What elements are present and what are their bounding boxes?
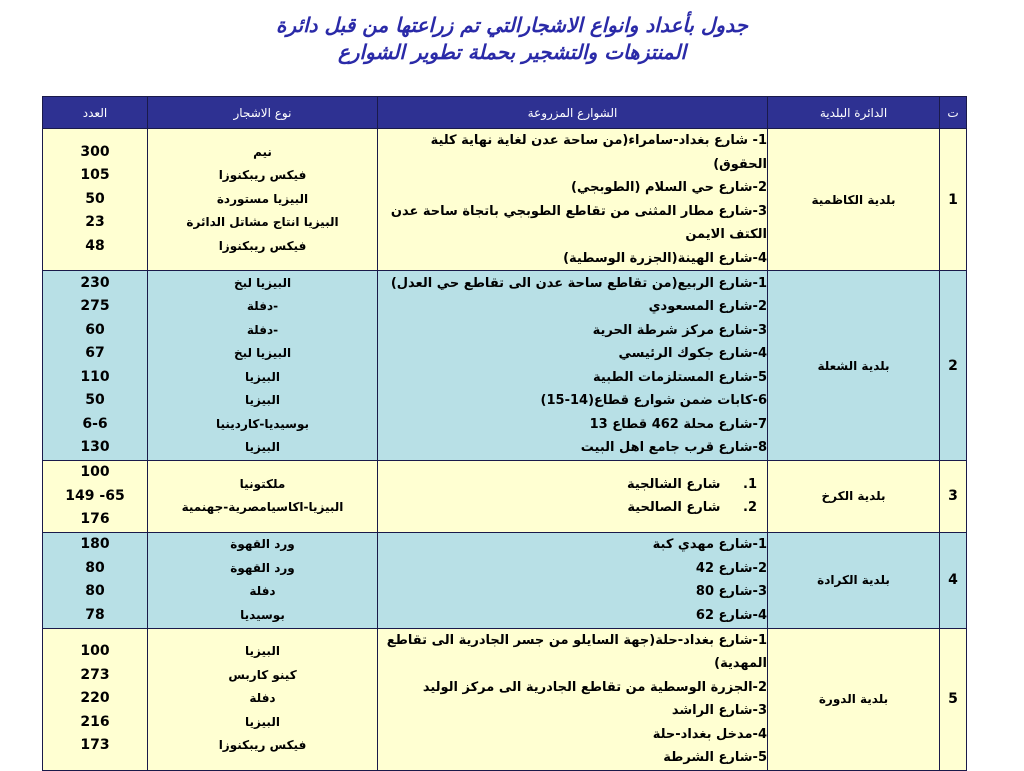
tree-line: البيزيا-اكاسيامصرية-جهنمية (181, 500, 344, 515)
table-row (43, 271, 967, 461)
tree-line: البيزيا (245, 644, 280, 659)
count-line: 300 (80, 143, 110, 160)
count-line: 105 (80, 167, 110, 184)
trees-cell (148, 628, 378, 770)
count-line: 130 (80, 439, 110, 455)
count-line: 65- 149 (65, 487, 125, 504)
municipality-cell: بلدية الشعلة (768, 271, 940, 461)
row-number: 1 (940, 129, 967, 271)
street-line: 3-شارع مركز شرطة الحرية (592, 322, 767, 338)
count-line: 173 (80, 737, 110, 754)
count-line: 23 (85, 214, 105, 231)
trees-cell (148, 271, 378, 461)
row-number: 2 (940, 271, 967, 461)
page-title (0, 12, 1024, 66)
table-row (43, 532, 967, 628)
street-line: 3-شارع 80 (695, 584, 767, 599)
street-line: 4-شارع الهينة(الجزرة الوسطية) (563, 250, 767, 266)
tree-line: -دفلة (246, 299, 279, 313)
title-line-2: المنتزهات والتشجير بحملة تطوير الشوارع (337, 40, 687, 64)
trees-cell (148, 532, 378, 628)
tree-line: -دفلة (246, 322, 279, 337)
tree-line: البيزيا (245, 714, 280, 729)
header-trees: نوع الاشجار (148, 97, 378, 129)
tree-line: دفلة (249, 584, 276, 598)
count-cell (43, 271, 148, 461)
count-line: 50 (85, 392, 105, 408)
street-line: 4-شارع جكوك الرئيسي (618, 346, 767, 361)
street-line: 3-شارع الراشد (671, 703, 767, 718)
street-line: 5-شارع الشرطة (663, 750, 767, 765)
street-line: 2-شارع 42 (695, 560, 767, 576)
tree-line: دفلة (249, 691, 276, 706)
row-number: 5 (940, 628, 967, 770)
street-line: 1-شارع مهدي كبة (652, 537, 767, 552)
title-line-1: جدول بأعداد وانواع الاشجارالتي تم زراعتها من قبل دائرة (276, 13, 748, 37)
count-cell (43, 628, 148, 770)
count-line: 78 (85, 606, 105, 623)
trees-table (42, 96, 967, 771)
count-cell (43, 461, 148, 533)
count-line: 275 (80, 298, 110, 314)
header-municipality: الدائرة البلدية (768, 97, 940, 129)
street-line: 1-شارع الربيع(من تقاطع ساحة عدن الى تقاطع حي العدل) (390, 275, 767, 291)
street-line: 5-شارع المستلزمات الطبية (593, 369, 767, 385)
municipality-cell: بلدية الكرادة (768, 532, 940, 628)
count-line: 80 (85, 559, 105, 576)
count-line: 100 (80, 464, 110, 480)
row-number: 3 (940, 461, 967, 533)
street-line: 2-شارع المسعودي (648, 299, 767, 314)
streets-cell (378, 628, 768, 770)
count-line: 48 (85, 237, 105, 254)
count-line: 100 (80, 643, 110, 660)
count-cell (43, 129, 148, 271)
street-line: 3-شارع مطار المثنى من تقاطع الطوبجي باتجاة ساحة عدن الكتف الايمن (390, 203, 767, 242)
streets-cell (378, 271, 768, 461)
tree-line: ورد القهوة (230, 537, 295, 551)
street-line: 2-الجزرة الوسطية من تقاطع الجادرية الى مركز الوليد (422, 679, 767, 695)
count-line: 230 (80, 274, 110, 291)
tree-line: فيكس ريبكنوزا (218, 168, 307, 183)
street-line: 4-مدخل بغداد-حلة (652, 726, 767, 742)
row-number: 4 (940, 532, 967, 628)
street-line: 1- شارع بغداد-سامراء(من ساحة عدن لغاية نهاية كلية الحقوق) (430, 133, 767, 172)
count-cell (43, 532, 148, 628)
count-line: 6-6 (82, 415, 108, 432)
table-row (43, 628, 967, 770)
street-line: 1-شارع بغداد-حلة(جهة السايلو من جسر الجادرية الى تقاطع المهدية) (386, 632, 767, 671)
table-row (43, 461, 967, 533)
tree-line: بوسيديا-كاردينيا (215, 416, 309, 431)
tree-line: البيزيا لبخ (233, 346, 292, 360)
street-line: 2-شارع حي السلام (الطوبجي) (571, 180, 767, 195)
street-line: 8-شارع قرب جامع اهل البيت (580, 440, 767, 455)
tree-line: البيزيا (245, 393, 280, 407)
tree-line: ورد القهوة (230, 560, 295, 575)
header-num: ت (940, 97, 967, 129)
tree-line: فيكس ريبكنوزا (218, 738, 307, 753)
streets-cell (378, 532, 768, 628)
count-line: 60 (85, 321, 105, 338)
trees-cell (148, 461, 378, 533)
street-line: 2. شارع الصالحية (627, 500, 757, 516)
street-line: 4-شارع 62 (695, 607, 767, 623)
tree-line: نيم (253, 144, 272, 159)
header-row (43, 97, 967, 129)
street-line: 7-شارع محلة 462 قطاع 13 (589, 416, 767, 432)
count-line: 216 (80, 713, 110, 730)
tree-line: البيزيا مستوردة (216, 191, 309, 206)
tree-line: ملكتونيا (239, 476, 286, 491)
tree-line: بوسيديا (240, 607, 285, 622)
count-line: 110 (80, 368, 110, 385)
municipality-cell: بلدية الكاظمية (768, 129, 940, 271)
trees-cell (148, 129, 378, 271)
count-line: 220 (80, 690, 110, 707)
tree-line: البيزيا لبخ (233, 275, 292, 290)
tree-line: البيزيا (245, 369, 280, 384)
tree-line: البيزيا انتاج مشاتل الدائرة (186, 215, 339, 230)
header-streets: الشوارع المزروعة (378, 97, 768, 129)
tree-line: البيزيا (245, 440, 280, 454)
count-line: 273 (80, 666, 110, 683)
count-line: 80 (85, 583, 105, 599)
count-line: 50 (85, 190, 105, 207)
municipality-cell: بلدية الدورة (768, 628, 940, 770)
street-line: 6-كابات ضمن شوارع قطاع(14-15) (540, 393, 767, 408)
count-line: 180 (80, 536, 110, 552)
count-line: 67 (85, 345, 105, 361)
municipality-cell: بلدية الكرخ (768, 461, 940, 533)
table-row (43, 129, 967, 271)
streets-cell (378, 129, 768, 271)
street-line: 1. شارع الشالجية (626, 476, 757, 492)
streets-cell (378, 461, 768, 533)
count-line: 176 (80, 511, 110, 527)
tree-line: فيكس ريبكنوزا (218, 238, 307, 253)
tree-line: كينو كاربس (228, 667, 297, 682)
header-count: العدد (43, 97, 148, 129)
